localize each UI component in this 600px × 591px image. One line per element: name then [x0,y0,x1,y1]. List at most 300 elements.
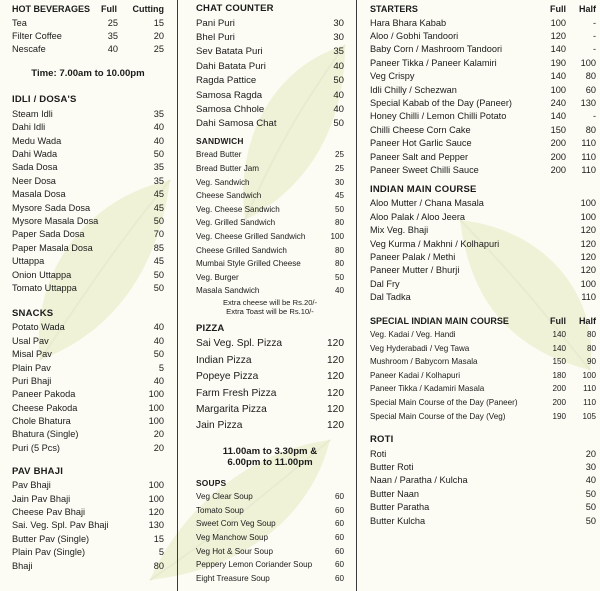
item-price: 60 [334,546,344,556]
half-label: Half [578,4,596,14]
item-price-cutting: 20 [153,31,164,42]
menu-item [12,281,164,294]
item-price: 120 [580,238,596,249]
menu-item [370,264,596,277]
menu-item [196,45,344,59]
item-name: Dahi Wada [12,149,58,160]
menu-item [196,59,344,73]
item-name: Puri Bhaji [12,375,52,386]
menu-item [370,210,596,223]
menu-item [196,230,344,244]
timing-text: Time: 7.00am to 10.00pm [31,68,145,80]
item-name: Margarita Pizza [196,403,267,415]
item-name: Paper Masala Dosa [12,242,93,253]
chat-counter-title: CHAT COUNTER [196,3,274,14]
item-price: 50 [585,488,596,499]
item-name: Ragda Pattice [196,75,257,87]
item-price-full: 140 [550,71,566,82]
item-name: Veg. Grilled Sandwich [196,218,276,228]
item-name: Steam Idli [12,108,53,119]
item-name: Farm Fresh Pizza [196,387,277,399]
item-price-full: 140 [552,330,566,340]
item-price: 45 [153,256,164,267]
item-price-full: 190 [552,411,566,421]
sandwich-note-cheese: Extra cheese will be Rs.20/- [222,297,318,307]
item-name: Veg. Cheese Sandwich [196,204,280,214]
menu-item [12,201,164,214]
item-price: 5 [158,547,164,558]
menu-item [370,96,596,109]
menu-item [12,546,164,559]
pizza-title: PIZZA [196,322,225,334]
menu-item [12,161,164,174]
item-name: Mysore Masala Dosa [12,215,99,226]
item-price-half: - [592,44,596,55]
timing-line-2: 6.00pm to 11.00pm [227,457,313,468]
item-price: 45 [153,202,164,213]
indian-main-course-title: INDIAN MAIN COURSE [370,183,477,195]
menu-item [370,341,596,355]
item-price-half: 130 [580,98,596,109]
item-price-full: 200 [550,164,566,175]
item-price: 50 [153,215,164,226]
item-name: Roti [370,448,387,459]
item-name: Veg. Cheese Grilled Sandwich [196,231,306,241]
item-name: Onion Uttappa [12,269,72,280]
item-name: Neer Dosa [12,175,56,186]
item-price: 60 [334,519,344,529]
item-price: 40 [153,122,164,133]
menu-item [196,175,344,189]
menu-item [196,418,344,434]
item-name: Samosa Chhole [196,104,265,116]
item-price: 25 [334,150,344,160]
item-price: 120 [327,354,344,366]
item-price: 15 [153,533,164,544]
menu-item [12,16,164,29]
item-name: Special Kabab of the Day (Paneer) [370,98,512,109]
item-price: 110 [581,292,596,303]
menu-item [370,16,596,29]
item-name: Plain Pav [12,362,51,373]
item-price: 120 [580,225,596,236]
item-price: 60 [334,505,344,515]
pav-bhaji-title: PAV BHAJI [12,465,64,477]
item-name: Paneer Hot Garlic Sauce [370,138,472,149]
item-price-half: 110 [581,138,596,149]
item-price: 100 [148,389,164,400]
item-price-full: 100 [550,17,566,28]
item-name: Bread Butter Jam [196,164,259,174]
menu-item [196,30,344,44]
item-price: 45 [334,191,344,201]
item-price: 40 [153,375,164,386]
menu-item [12,479,164,492]
menu-item [370,487,596,500]
menu-item [370,223,596,236]
item-name: Dahi Idli [12,122,46,133]
menu-item [12,29,164,42]
item-name: Hara Bhara Kabab [370,17,447,28]
item-name: Cheese Grilled Sandwich [196,245,287,255]
item-price: 70 [153,229,164,240]
item-price: 50 [334,204,344,214]
item-price: 120 [327,338,344,350]
menu-item [12,401,164,414]
menu-item [12,174,164,187]
item-name: Mix Veg. Bhaji [370,225,429,236]
full-label: Full [550,4,566,14]
item-price-full: 35 [107,31,118,42]
full-label: Full [101,4,117,14]
item-price-half: 80 [585,71,596,82]
item-price-full: 200 [552,398,566,408]
menu-item [196,401,344,417]
item-name: Mysore Sada Dosa [12,202,91,213]
item-name: Butter Pav (Single) [12,533,90,544]
menu-item [12,428,164,441]
item-name: Medu Wada [12,135,62,146]
item-price-half: 80 [586,330,596,340]
item-price: 130 [148,520,164,531]
menu-item [196,531,344,545]
item-price-full: 150 [552,357,566,367]
menu-item [370,150,596,163]
item-name: Popeye Pizza [196,371,259,383]
item-price: 40 [153,335,164,346]
item-name: Usal Pav [12,335,49,346]
item-price: 120 [327,403,344,415]
item-price: 20 [153,429,164,440]
menu-item [12,361,164,374]
menu-item [196,558,344,572]
menu-item [370,460,596,473]
item-name: Veg. Sandwich [196,177,250,187]
item-name: Aloo / Gobhi Tandoori [370,31,459,42]
item-price: 60 [334,492,344,502]
cutting-label: Cutting [132,4,164,14]
item-name: Special Main Course of the Day (Paneer) [370,398,518,408]
roti-title: ROTI [370,433,394,445]
menu-item [196,544,344,558]
item-name: Misal Pav [12,349,52,360]
item-name: Filter Coffee [12,31,62,42]
item-price: 100 [148,416,164,427]
item-price-full: 190 [550,57,566,68]
item-price: 5 [158,362,164,373]
item-name: Idli Chilly / Schezwan [370,84,457,95]
item-price-full: 120 [550,31,566,42]
item-price-half: - [592,17,596,28]
item-name: Paper Sada Dosa [12,229,85,240]
item-price-half: 100 [580,57,596,68]
item-name: Paneer Kadai / Kolhapuri [370,370,460,380]
item-price-full: 200 [550,138,566,149]
menu-item [12,334,164,347]
item-name: Paneer Tikka / Kadamiri Masala [370,384,485,394]
menu-item [196,352,344,368]
menu-item [12,268,164,281]
item-price: 30 [585,462,596,473]
item-price: 85 [153,242,164,253]
item-name: Indian Pizza [196,354,252,366]
item-name: Veg Hot & Sour Soup [196,546,273,556]
item-price: 120 [327,371,344,383]
item-price-full: 150 [550,124,566,135]
item-name: Cheese Sandwich [196,191,262,201]
item-name: Tomato Soup [196,505,244,515]
item-price-full: 240 [550,98,566,109]
item-price: 50 [585,502,596,513]
menu-item [370,328,596,342]
item-name: Honey Chilli / Lemon Chilli Potato [370,111,507,122]
item-name: Veg Hyderabadi / Veg Tawa [370,343,470,353]
item-name: Uttappa [12,256,45,267]
menu-item [370,501,596,514]
item-price-cutting: 15 [153,17,164,28]
item-price: 50 [153,269,164,280]
item-name: Veg Crispy [370,71,415,82]
section-title: SPECIAL INDIAN MAIN COURSE [370,315,509,326]
menu-item [12,532,164,545]
item-name: Jain Pav Bhaji [12,493,71,504]
timing-line-1: 11.00am to 3.30pm & [222,446,318,457]
menu-item [370,29,596,42]
menu-item [12,228,164,241]
item-price: 120 [327,387,344,399]
menu-item [12,321,164,334]
item-price-full: 140 [552,343,566,353]
item-price: 50 [153,149,164,160]
item-name: Bhaji [12,560,33,571]
menu-column-3 [370,2,596,591]
item-name: Paneer Pakoda [12,389,76,400]
item-name: Nescafe [12,44,46,55]
item-price-half: 80 [585,124,596,135]
menu-item [12,388,164,401]
item-price: 40 [585,475,596,486]
item-name: Paneer Palak / Methi [370,251,456,262]
item-price: 20 [153,442,164,453]
menu-item [196,257,344,271]
item-price: 100 [148,493,164,504]
item-price: 40 [153,135,164,146]
item-price: 40 [333,89,344,101]
item-name: Butter Kulcha [370,515,426,526]
item-price: 80 [334,245,344,255]
menu-item [12,107,164,120]
menu-item [196,368,344,384]
item-price: 60 [334,560,344,570]
item-price: 30 [334,177,344,187]
item-price: 120 [327,420,344,432]
item-name: Cheese Pav Bhaji [12,507,86,518]
menu-item [196,203,344,217]
item-name: Special Main Course of the Day (Veg) [370,411,506,421]
full-label: Full [550,315,566,326]
item-name: Dal Fry [370,278,400,289]
menu-item [196,572,344,586]
item-price: 50 [334,272,344,282]
item-name: Veg. Kadai / Veg. Handi [370,330,456,340]
item-price: 60 [334,573,344,583]
item-price: 40 [333,60,344,72]
item-name: Masala Dosa [12,189,66,200]
item-name: Plain Pav (Single) [12,547,86,558]
menu-item [12,188,164,201]
snacks-title: SNACKS [12,307,54,319]
menu-item [196,504,344,518]
item-price: 35 [153,108,164,119]
item-price-half: 90 [586,357,596,367]
menu-item [196,117,344,131]
item-name: Potato Wada [12,322,65,333]
half-label: Half [578,315,596,326]
menu-item [196,189,344,203]
item-price-full: 200 [552,384,566,394]
menu-item [370,70,596,83]
item-name: Bhel Puri [196,32,235,44]
menu-item [196,102,344,116]
menu-item [12,241,164,254]
item-price-half: 100 [582,370,596,380]
item-name: Veg Manchow Soup [196,533,268,543]
item-name: Baby Corn / Mashroom Tandoori [370,44,503,55]
item-name: Masala Sandwich [196,286,260,296]
item-name: Paneer Mutter / Bhurji [370,265,460,276]
item-price-full: 200 [550,151,566,162]
item-price: 50 [153,349,164,360]
menu-item [370,123,596,136]
menu-item [12,347,164,360]
item-price: 120 [148,507,164,518]
item-price-half: 110 [581,164,596,175]
item-name: Paneer Salt and Pepper [370,151,469,162]
item-name: Dahi Samosa Chat [196,118,277,130]
item-price-half: 110 [583,398,596,408]
menu-column-2 [196,2,344,591]
item-price: 20 [585,448,596,459]
idli-dosa-title: IDLI / DOSA'S [12,94,77,106]
menu-item [196,284,344,298]
item-price-full: 180 [552,370,566,380]
menu-item [370,56,596,69]
item-price-full: 100 [550,84,566,95]
menu-item [370,474,596,487]
item-price: 100 [148,402,164,413]
item-price: 120 [580,251,596,262]
item-name: Paneer Tikka / Paneer Kalamiri [370,57,497,68]
menu-item [196,490,344,504]
item-price: 35 [153,162,164,173]
item-price: 50 [333,75,344,87]
item-price: 40 [333,104,344,116]
menu-item [370,250,596,263]
item-price: 30 [333,32,344,44]
item-price: 100 [330,231,344,241]
item-name: Veg. Burger [196,272,239,282]
special-main-course-header [370,314,596,328]
item-price-full: 40 [107,44,118,55]
item-name: Sev Batata Puri [196,46,263,58]
menu-item [370,447,596,460]
item-name: Puri (5 Pcs) [12,442,60,453]
item-name: Chilli Cheese Corn Cake [370,124,471,135]
item-price: 40 [153,322,164,333]
item-name: Veg Clear Soup [196,492,253,502]
menu-item [370,110,596,123]
item-name: Jain Pizza [196,420,243,432]
menu-item [12,134,164,147]
menu-item [12,441,164,454]
item-price: 50 [585,515,596,526]
item-price: 80 [153,560,164,571]
item-name: Butter Roti [370,462,414,473]
item-name: Samosa Ragda [196,89,263,101]
item-name: Veg Kurma / Makhni / Kolhapuri [370,238,500,249]
section-title: STARTERS [370,4,418,14]
item-name: Tomato Uttappa [12,282,77,293]
item-name: Butter Paratha [370,502,430,513]
item-price: 50 [153,282,164,293]
menu-item [196,162,344,176]
item-price: 100 [148,480,164,491]
section-title: HOT BEVERAGES [12,4,90,14]
item-price: 80 [334,218,344,228]
menu-item [12,505,164,518]
item-name: Bread Butter [196,150,242,160]
item-price-full: 140 [550,111,566,122]
item-name: Peppery Lemon Coriander Soup [196,560,313,570]
item-price: 100 [580,198,596,209]
menu-item [196,385,344,401]
menu-item [196,336,344,352]
menu-item [12,147,164,160]
item-name: Sai. Veg. Spl. Pav Bhaji [12,520,109,531]
item-price-half: 110 [581,151,596,162]
item-price: 50 [333,118,344,130]
item-name: Sweet Corn Veg Soup [196,519,276,529]
menu-item [370,382,596,396]
item-price-half: - [592,111,596,122]
menu-item [196,216,344,230]
item-name: Naan / Paratha / Kulcha [370,475,468,486]
item-name: Tea [12,17,27,28]
menu-item [12,43,164,56]
menu-item [12,214,164,227]
item-name: Pani Puri [196,17,235,29]
menu-item [196,148,344,162]
item-price-half: 80 [586,343,596,353]
item-name: Eight Treasure Soup [196,573,270,583]
sandwich-title: SANDWICH [196,136,244,147]
item-price-half: 105 [582,411,596,421]
menu-item [196,270,344,284]
sandwich-note-toast: Extra Toast will be Rs.10/- [226,306,314,316]
column-divider-1 [177,0,178,591]
item-name: Butter Naan [370,488,420,499]
menu-item [12,121,164,134]
item-price: 40 [334,286,344,296]
menu-item [12,492,164,505]
hot-beverages-header [12,2,164,16]
menu-item [12,519,164,532]
menu-item [370,290,596,303]
menu-item [370,396,596,410]
menu-item [370,137,596,150]
item-name: Pav Bhaji [12,480,51,491]
menu-item [12,559,164,572]
